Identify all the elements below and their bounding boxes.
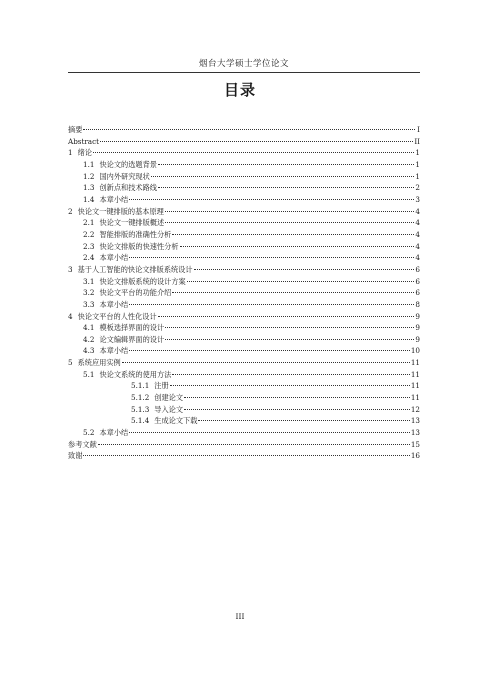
toc-entry-page: 11 xyxy=(410,358,420,368)
toc-entry-number: 5.1.1 xyxy=(131,381,150,391)
toc-entry[interactable] xyxy=(68,415,420,427)
toc-dot-leader xyxy=(129,304,414,305)
toc-entry-page: 4 xyxy=(415,253,420,263)
toc-entry[interactable] xyxy=(68,299,420,311)
toc-entry[interactable] xyxy=(68,241,420,253)
toc-dot-leader xyxy=(198,420,409,421)
toc-entry-page: 9 xyxy=(415,323,420,333)
toc-entry[interactable] xyxy=(68,206,420,218)
running-header: 烟台大学硕士学位论文 xyxy=(198,59,289,69)
toc-entry-page: 8 xyxy=(415,299,420,309)
toc-entry-title: 快论文一键排版的基本原理 xyxy=(77,206,164,216)
toc-entry-title: Abstract xyxy=(68,136,100,146)
toc-entry-page: 4 xyxy=(415,218,420,228)
toc-dot-leader xyxy=(83,455,409,456)
toc-dot-leader xyxy=(158,187,414,188)
toc-entry-number: 4.1 xyxy=(83,323,95,333)
toc-entry-number: 5.2 xyxy=(83,428,95,438)
toc-entry[interactable] xyxy=(68,264,420,276)
toc-entry-title: 快论文一键排版概述 xyxy=(99,218,165,228)
toc-entry-title: 快论文平台的功能介绍 xyxy=(99,288,172,298)
toc-entry-number: 3.1 xyxy=(83,276,95,286)
toc-entry-title: 基于人工智能的快论文排版系统设计 xyxy=(77,264,193,274)
toc-entry[interactable] xyxy=(68,159,420,171)
toc-dot-leader xyxy=(165,211,415,212)
toc-entry-number: 3.2 xyxy=(83,288,95,298)
toc-dot-leader xyxy=(172,374,410,375)
toc-entry-title: 论文编辑界面的设计 xyxy=(99,334,165,344)
toc-entry-number: 2 xyxy=(68,206,73,216)
toc-entry-page: 3 xyxy=(415,194,420,204)
toc-entry-title: 摘要 xyxy=(68,125,83,134)
toc-dot-leader xyxy=(194,269,415,270)
toc-dot-leader xyxy=(180,246,415,247)
toc-entry-title: 快论文排版的快速性分析 xyxy=(99,241,179,251)
toc-entry-title: 本章小结 xyxy=(99,194,129,204)
toc-entry-title: 快论文平台的人性化设计 xyxy=(77,311,157,321)
toc-entry-title: 注册 xyxy=(154,381,169,391)
toc-entry-title: 本章小结 xyxy=(99,346,129,356)
toc-entry[interactable] xyxy=(68,229,420,241)
toc-dot-leader xyxy=(187,281,415,282)
toc-dot-leader xyxy=(93,152,414,153)
toc-entry-number: 3.3 xyxy=(83,299,95,309)
toc-entry-number: 1.2 xyxy=(83,171,95,181)
toc-entry-page: 12 xyxy=(410,404,420,414)
toc-entry-title: 快论文系统的使用方法 xyxy=(99,369,172,379)
header-rule xyxy=(68,72,420,73)
toc-entry-number: 5 xyxy=(68,358,73,368)
toc-entry-page: 13 xyxy=(410,416,420,426)
toc-dot-leader xyxy=(165,339,414,340)
toc-entry-page: 2 xyxy=(415,183,420,193)
toc-entry-page: 9 xyxy=(415,311,420,321)
toc-entry-number: 4.3 xyxy=(83,346,95,356)
toc-entry-number: 5.1 xyxy=(83,369,95,379)
toc-entry[interactable] xyxy=(68,194,420,206)
toc-entry-page: II xyxy=(414,136,420,146)
toc-entry-page: 15 xyxy=(410,439,420,449)
toc-dot-leader xyxy=(165,222,414,223)
toc-entry-number: 2.2 xyxy=(83,229,95,239)
toc-dot-leader xyxy=(184,409,410,410)
page-title: 目录 xyxy=(223,81,256,99)
toc-entry[interactable] xyxy=(68,322,420,334)
toc-dot-leader xyxy=(129,350,410,351)
toc-entry[interactable] xyxy=(68,217,420,229)
toc-entry-title: 国内外研究现状 xyxy=(99,171,150,181)
toc-dot-leader xyxy=(158,164,414,165)
toc-entry-number: 2.3 xyxy=(83,241,95,251)
table-of-contents xyxy=(68,124,420,462)
toc-entry-title: 创新点和技术路线 xyxy=(99,183,157,193)
toc-entry-title: 快论文排版系统的设计方案 xyxy=(99,276,186,286)
toc-dot-leader xyxy=(184,397,410,398)
toc-entry-title: 创建论文 xyxy=(154,393,184,403)
toc-entry-title: 快论文的选题背景 xyxy=(99,159,157,169)
toc-entry[interactable] xyxy=(68,171,420,183)
toc-entry[interactable] xyxy=(68,252,420,264)
toc-entry-page: 16 xyxy=(410,451,420,461)
toc-entry-title: 模板选择界面的设计 xyxy=(99,323,165,333)
toc-entry-page: 10 xyxy=(410,346,420,356)
toc-entry-number: 1.1 xyxy=(83,159,95,169)
toc-entry-number: 5.1.2 xyxy=(131,393,150,403)
toc-entry-number: 5.1.4 xyxy=(131,416,150,426)
toc-entry-page: 11 xyxy=(410,393,420,403)
toc-entry-number: 4 xyxy=(68,311,73,321)
toc-entry-title: 本章小结 xyxy=(99,428,129,438)
toc-dot-leader xyxy=(172,234,414,235)
toc-dot-leader xyxy=(122,362,410,363)
toc-entry-title: 致谢 xyxy=(68,451,83,461)
toc-entry-number: 1 xyxy=(68,148,73,158)
toc-entry-page: 6 xyxy=(415,276,420,286)
toc-entry[interactable] xyxy=(68,182,420,194)
toc-entry-title: 生成论文下载 xyxy=(154,416,198,426)
toc-entry-page: 4 xyxy=(415,206,420,216)
toc-entry[interactable] xyxy=(68,427,420,439)
toc-entry-page: 13 xyxy=(410,428,420,438)
toc-entry-page: 4 xyxy=(415,229,420,239)
toc-entry-page: I xyxy=(417,125,420,134)
toc-entry[interactable] xyxy=(68,369,420,381)
toc-dot-leader xyxy=(83,129,415,130)
toc-entry-page: 1 xyxy=(415,171,420,181)
toc-dot-leader xyxy=(98,444,410,445)
toc-entry-page: 11 xyxy=(410,381,420,391)
toc-entry-title: 导入论文 xyxy=(154,404,184,414)
toc-entry[interactable] xyxy=(68,450,420,462)
toc-entry[interactable] xyxy=(68,334,420,346)
toc-entry[interactable] xyxy=(68,439,420,451)
toc-entry-title: 绪论 xyxy=(77,148,92,158)
toc-entry-page: 9 xyxy=(415,334,420,344)
toc-dot-leader xyxy=(172,292,414,293)
toc-entry-number: 2.1 xyxy=(83,218,95,228)
toc-entry[interactable] xyxy=(68,404,420,416)
toc-dot-leader xyxy=(170,385,410,386)
toc-entry[interactable] xyxy=(68,136,420,148)
toc-dot-leader xyxy=(100,141,413,142)
toc-entry-page: 1 xyxy=(415,159,420,169)
toc-entry-number: 2.4 xyxy=(83,253,95,263)
toc-entry-number: 5.1.3 xyxy=(131,404,150,414)
toc-dot-leader xyxy=(129,199,414,200)
toc-dot-leader xyxy=(129,257,414,258)
toc-entry-title: 本章小结 xyxy=(99,299,129,309)
toc-entry-number: 3 xyxy=(68,264,73,274)
toc-dot-leader xyxy=(151,176,415,177)
toc-entry[interactable] xyxy=(68,380,420,392)
toc-entry[interactable] xyxy=(68,392,420,404)
toc-entry[interactable] xyxy=(68,276,420,288)
toc-entry[interactable] xyxy=(68,311,420,323)
toc-entry-page: 4 xyxy=(415,241,420,251)
toc-dot-leader xyxy=(158,316,415,317)
toc-dot-leader xyxy=(165,327,414,328)
toc-entry[interactable] xyxy=(68,287,420,299)
toc-entry-page: 6 xyxy=(415,264,420,274)
toc-entry-title: 智能排版的准确性分析 xyxy=(99,229,172,239)
toc-entry-number: 1.4 xyxy=(83,194,95,204)
toc-entry[interactable] xyxy=(68,124,420,136)
toc-entry-number: 1.3 xyxy=(83,183,95,193)
toc-entry-page: 1 xyxy=(415,148,420,158)
toc-entry-title: 系统应用实例 xyxy=(77,358,121,368)
toc-entry-page: 6 xyxy=(415,288,420,298)
toc-entry-title: 本章小结 xyxy=(99,253,129,263)
toc-entry[interactable] xyxy=(68,147,420,159)
toc-entry[interactable] xyxy=(68,345,420,357)
toc-dot-leader xyxy=(129,432,410,433)
page-number: III xyxy=(235,612,245,621)
toc-entry[interactable] xyxy=(68,357,420,369)
toc-entry-page: 11 xyxy=(410,369,420,379)
toc-entry-title: 参考文献 xyxy=(68,439,97,449)
toc-entry-number: 4.2 xyxy=(83,334,95,344)
